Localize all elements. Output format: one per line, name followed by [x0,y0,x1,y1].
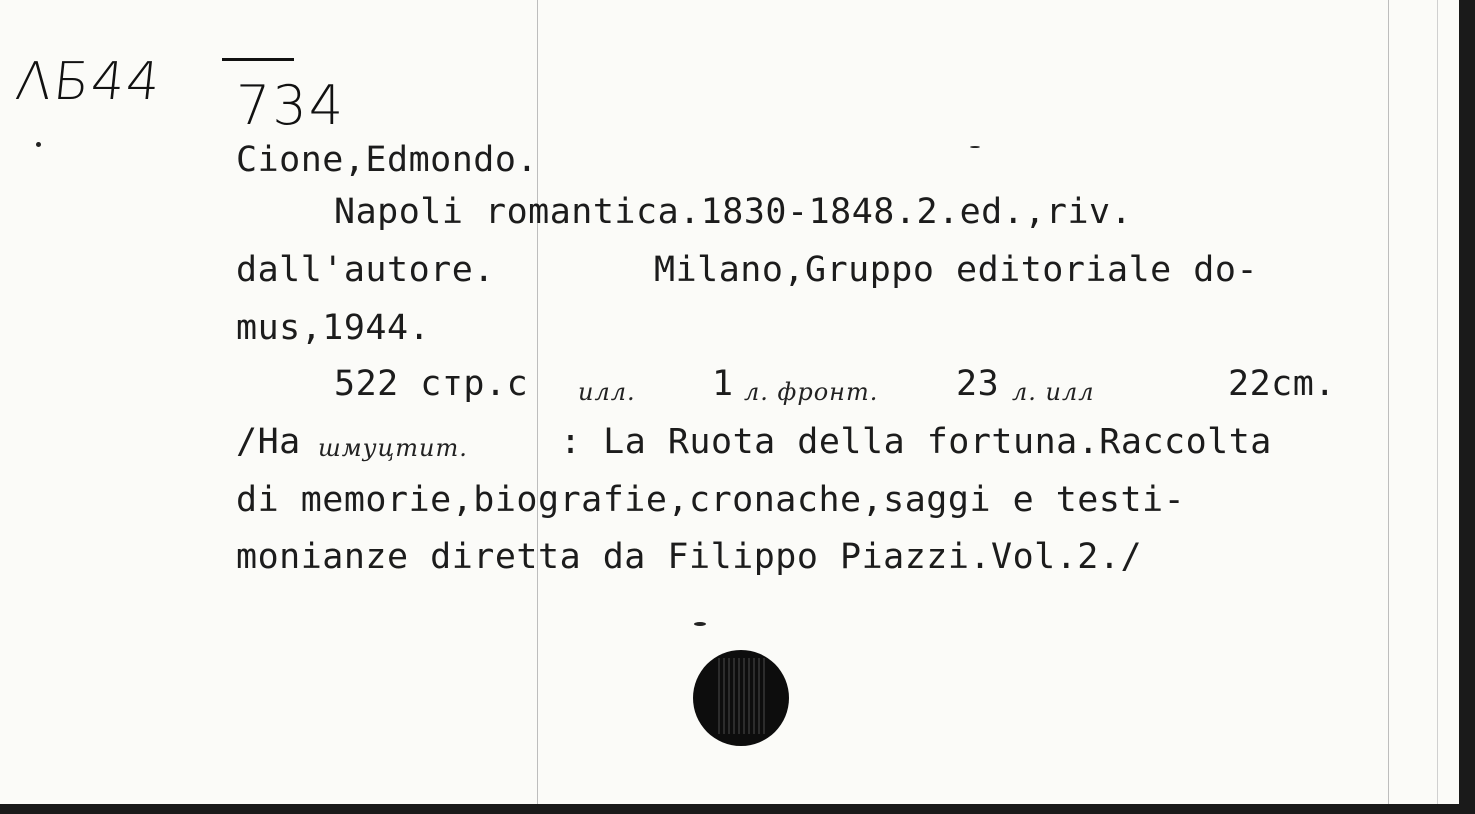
collation-typed-1: 522 стр.с [334,364,529,404]
series-hand: шмуцтит. [318,434,468,462]
series-typed-2: : La Ruota della fortuna.Raccolta [560,422,1272,462]
card-edge-bottom [0,804,1475,814]
call-number-right: 734 [236,74,346,137]
collation-hand-1: илл. [578,378,636,406]
imprint-line: Milano,Gruppo editoriale do- [654,250,1259,290]
collation-hand-3: л. илл [1012,378,1095,406]
title-line: Napoli romantica.1830-1848.2.ed.,riv. [334,192,1133,232]
title-line-cont: dall'autore. [236,250,495,290]
series-line-3: monianze diretta da Filippo Piazzi.Vol.2./ [236,537,1143,577]
author-line: Cione,Edmondo. [236,140,539,180]
fold-line [537,0,538,814]
fold-line [1437,0,1438,814]
call-number-overline [222,58,294,61]
card-edge-right [1459,0,1475,814]
fold-line [1388,0,1389,814]
speck [694,622,706,626]
speck [970,146,980,148]
collation-typed-4: 22cm. [1228,364,1336,404]
collation-typed-3: 23 [956,364,1000,404]
collation-hand-2: л. фронт. [744,378,879,406]
punch-hole-texture [718,658,766,734]
imprint-line-cont: mus,1944. [236,308,431,348]
series-line-2: di memorie,biografie,cronache,saggi e testi- [236,480,1186,520]
speck [36,142,41,147]
series-typed-1: /На [236,422,301,462]
call-number-left: ΛБ44 [12,52,165,112]
collation-typed-2: 1 [712,364,734,404]
